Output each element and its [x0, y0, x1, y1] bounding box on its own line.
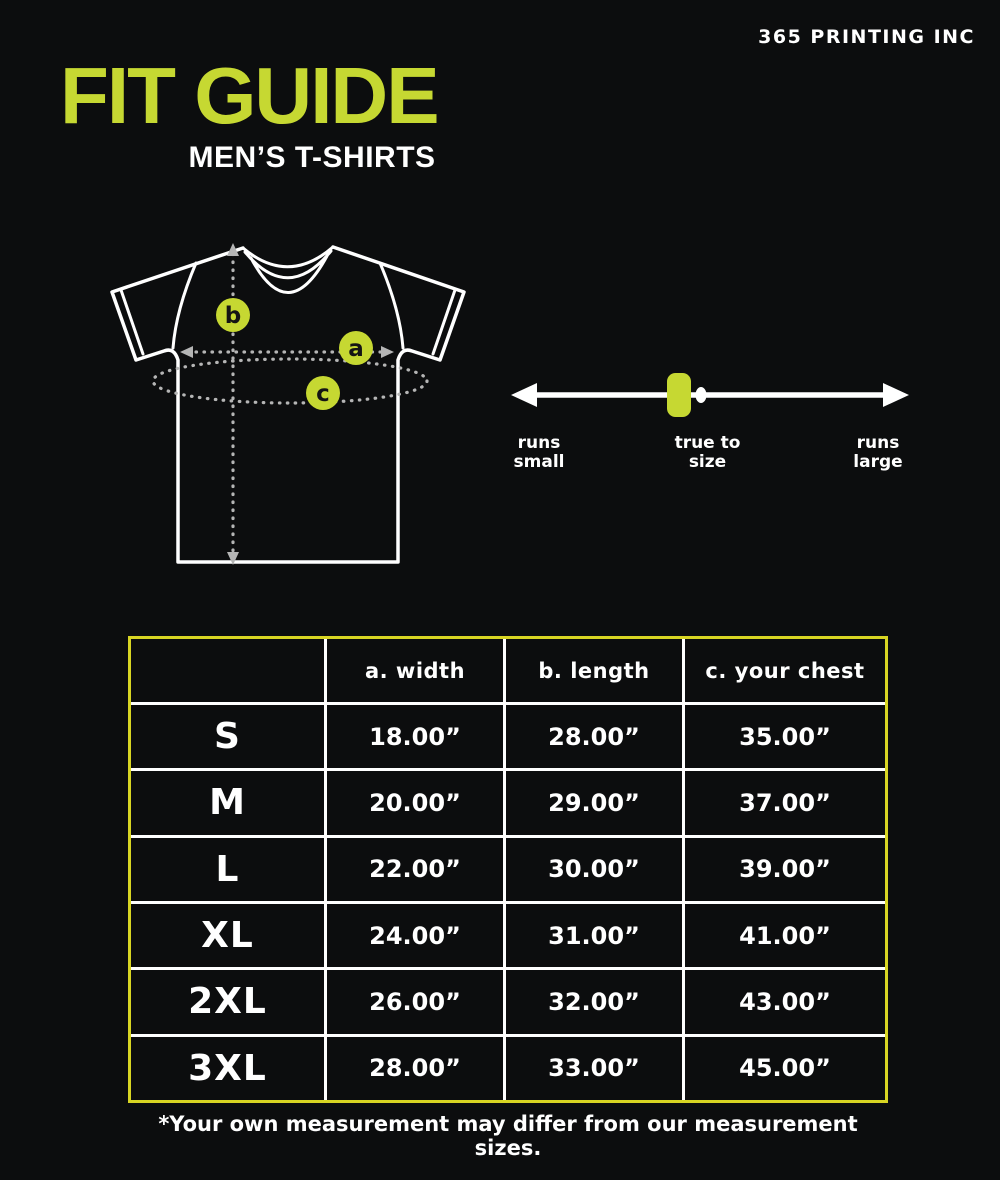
length-cell: 30.00”	[506, 838, 682, 901]
size-cell: XL	[131, 904, 324, 967]
width-arrow-left	[180, 346, 193, 358]
width-cell: 28.00”	[327, 1037, 503, 1100]
chest-cell: 43.00”	[685, 970, 885, 1033]
chest-cell: 37.00”	[685, 771, 885, 834]
scale-label-true-to-size	[655, 434, 760, 472]
marker-c-label: c	[316, 381, 330, 407]
length-cell: 32.00”	[506, 970, 682, 1033]
scale-label-line: small	[513, 452, 565, 472]
chest-cell: 41.00”	[685, 904, 885, 967]
size-cell: L	[131, 838, 324, 901]
size-cell: 3XL	[131, 1037, 324, 1100]
table-header-length: b. length	[506, 639, 682, 702]
table-header-empty	[131, 639, 324, 702]
size-cell: S	[131, 705, 324, 768]
fit-scale-arrow-left	[511, 383, 537, 407]
scale-label-line: runs	[517, 433, 561, 453]
length-cell: 29.00”	[506, 771, 682, 834]
chest-cell: 35.00”	[685, 705, 885, 768]
length-cell: 31.00”	[506, 904, 682, 967]
length-cell: 33.00”	[506, 1037, 682, 1100]
width-cell: 26.00”	[327, 970, 503, 1033]
fit-scale-arrow-right	[883, 383, 909, 407]
fit-scale-indicator	[667, 373, 691, 417]
scale-label-line: true to	[674, 433, 741, 453]
width-arrow-right	[381, 346, 394, 358]
scale-label-line: size	[688, 452, 727, 472]
collar	[243, 247, 333, 293]
scale-label-runs-small	[494, 434, 584, 472]
length-cell: 28.00”	[506, 705, 682, 768]
size-cell: M	[131, 771, 324, 834]
title-block	[60, 51, 438, 175]
marker-a-label: a	[348, 336, 364, 362]
fit-scale-dot	[696, 387, 707, 403]
width-cell: 20.00”	[327, 771, 503, 834]
measurement-disclaimer: *Your own measurement may differ from our measurement sizes.	[158, 1112, 858, 1160]
chest-dotted-ellipse	[153, 359, 427, 403]
width-cell: 18.00”	[327, 705, 503, 768]
chest-cell: 45.00”	[685, 1037, 885, 1100]
width-cell: 22.00”	[327, 838, 503, 901]
fit-scale	[500, 370, 920, 430]
table-header-chest: c. your chest	[685, 639, 885, 702]
brand-name: 365 PRINTING INC	[758, 26, 975, 48]
table-header-width: a. width	[327, 639, 503, 702]
chest-cell: 39.00”	[685, 838, 885, 901]
marker-b-label: b	[224, 303, 242, 329]
size-table	[128, 636, 888, 1103]
width-cell: 24.00”	[327, 904, 503, 967]
tshirt-measurement-diagram	[100, 230, 480, 590]
armhole-seams	[173, 263, 403, 348]
scale-label-runs-large	[833, 434, 923, 472]
size-cell: 2XL	[131, 970, 324, 1033]
page-title: FIT GUIDE	[60, 51, 438, 140]
scale-label-line: runs	[856, 433, 900, 453]
scale-label-line: large	[853, 452, 903, 472]
cuff-seams	[121, 290, 455, 354]
page-subtitle: MEN’S T-SHIRTS	[188, 141, 436, 174]
